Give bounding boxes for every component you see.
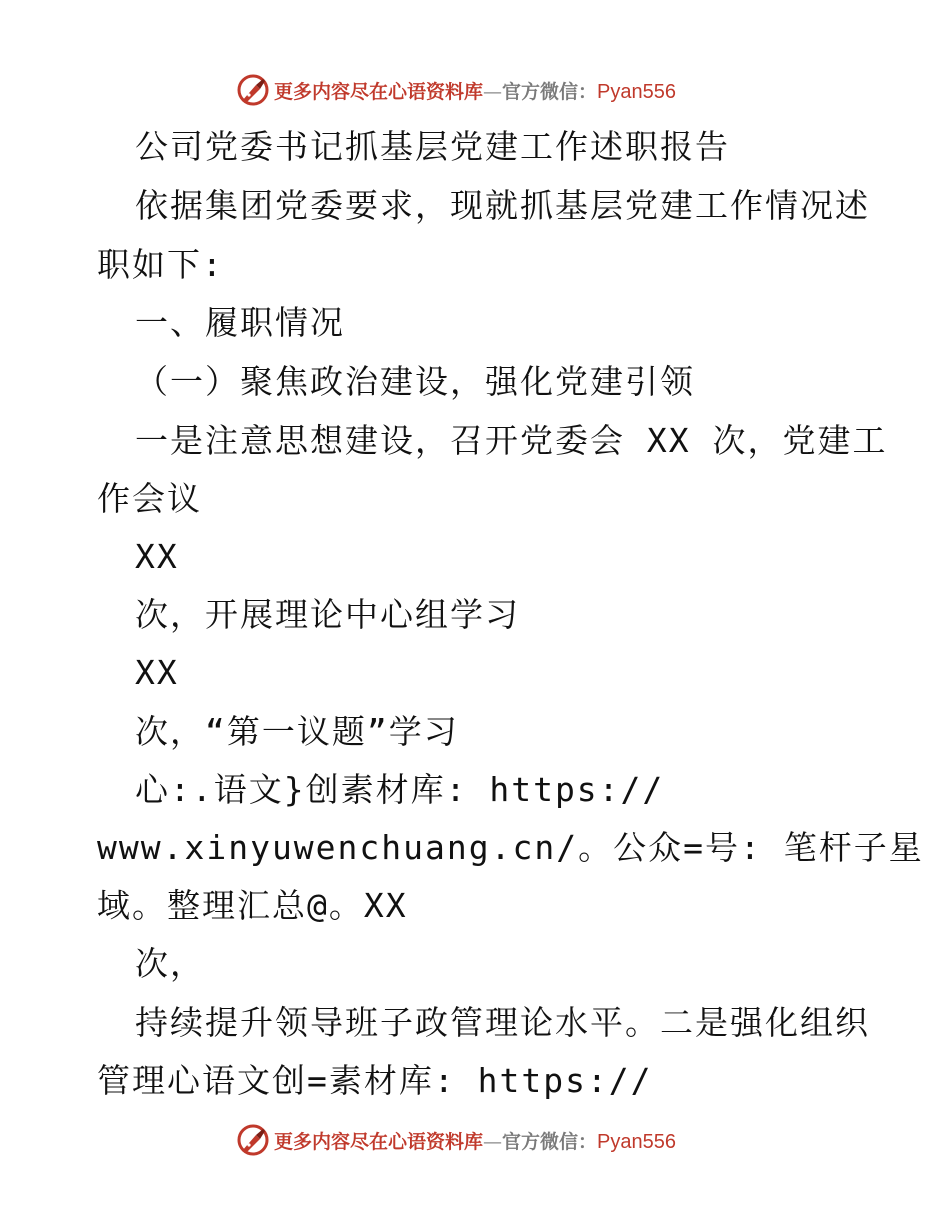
paragraph-line: 持续提升领导班子政管理论水平。二是强化组织	[135, 1003, 870, 1042]
watermark-text	[274, 1127, 676, 1154]
paragraph-line: XX	[135, 653, 179, 692]
watermark-main: 更多内容尽在心语资料库	[274, 1130, 484, 1153]
watermark-separator: —	[483, 1130, 503, 1153]
paragraph-line: 次，“第一议题”学习	[135, 712, 459, 751]
paragraph-line: 职如下:	[97, 245, 224, 284]
watermark-main: 更多内容尽在心语资料库	[274, 80, 484, 103]
paragraph-line: 一是注意思想建设，召开党委会 XX 次，党建工	[135, 421, 888, 460]
footer-watermark	[236, 1122, 676, 1158]
paragraph-line: 依据集团党委要求，现就抓基层党建工作情况述	[135, 186, 870, 225]
paragraph-line: 心:.语文}创素材库: https://	[135, 770, 665, 809]
pen-nib-logo-icon	[236, 1123, 270, 1157]
watermark-wechat-label: 官方微信：	[502, 80, 598, 103]
paragraph-line: 管理心语文创=素材库: https://	[97, 1061, 653, 1100]
watermark-wechat-label: 官方微信：	[502, 1130, 598, 1153]
paragraph-line: 次，开展理论中心组学习	[135, 595, 520, 634]
section-heading: 一、履职情况	[135, 303, 345, 342]
watermark-wechat-id: Pyan556	[597, 80, 676, 103]
paragraph-line: www.xinyuwenchuang.cn/。公众=号: 笔杆子星	[97, 828, 924, 867]
paragraph-line: 作会议	[97, 479, 202, 518]
document-title: 公司党委书记抓基层党建工作述职报告	[135, 127, 730, 166]
subsection-heading: （一）聚焦政治建设，强化党建引领	[135, 362, 695, 401]
paragraph-line: 域。整理汇总@。XX	[97, 886, 408, 925]
paragraph-line: 次，	[135, 944, 205, 983]
watermark-wechat-id: Pyan556	[597, 1130, 676, 1153]
watermark-separator: —	[483, 80, 503, 103]
paragraph-line: XX	[135, 537, 179, 576]
